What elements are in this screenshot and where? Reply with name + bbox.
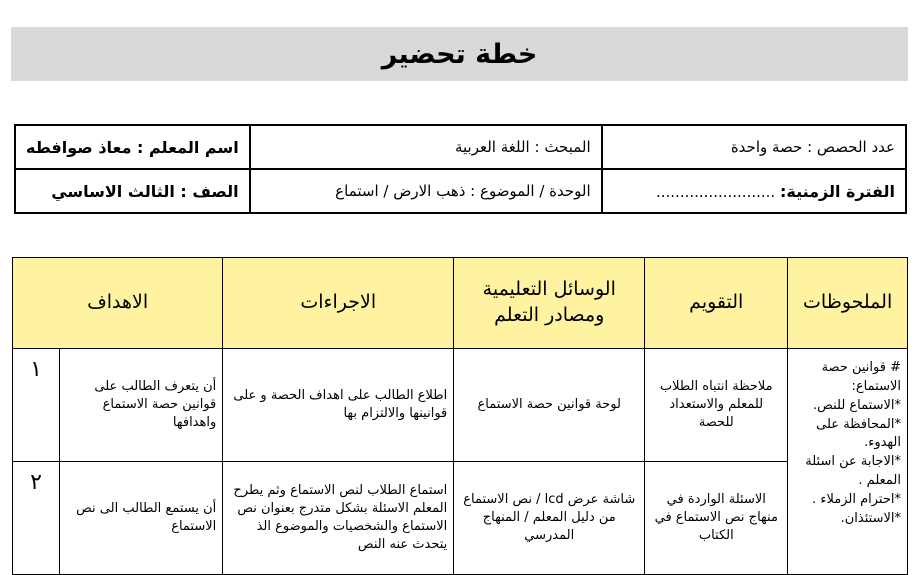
timeframe-label: الفترة الزمنية: [779,181,895,201]
objective-cell: أن يستمع الطالب الى نص الاستماع [60,462,223,575]
header-assessment: التقويم [645,258,788,349]
notes-line: *الاجابة عن اسئلة المعلم . [805,454,901,489]
unit-label: الوحدة / الموضوع : ذهب الارض / استماع [335,182,591,200]
info-table [14,124,907,214]
plan-table [12,257,908,575]
procedure-cell: اطلاع الطالب على اهداف الحصة و على قوانينها والالتزام بها [223,349,454,462]
row-number: ١ [13,349,60,462]
teacher-cell [15,125,250,169]
header-resources: الوسائل التعليمية ومصادر التعلم [454,258,645,349]
subject-label: المبحث : اللغة العربية [454,138,591,156]
table-row [13,349,908,462]
objective-cell: أن يتعرف الطالب على قوانين حصة الاستماع واهدافها [60,349,223,462]
notes-cell [788,349,908,575]
notes-line: *المحافظة على الهدوء. [816,416,901,451]
title-bar [11,27,908,81]
periods-cell [602,125,906,169]
notes-line: *احترام الزملاء . [812,491,901,507]
table-row [13,462,908,575]
notes-line: *الاستئذان. [840,510,901,526]
subject-cell [250,125,602,169]
notes-line: # قوانين حصة الاستماع: [821,360,901,394]
page-title: خطة تحضير [381,38,538,70]
header-procedures: الاجراءات [223,258,454,349]
unit-cell [250,169,602,213]
header-objectives: الاهداف [13,258,223,349]
timeframe-value: ......................... [655,182,776,201]
grade-cell [15,169,250,213]
plan-header-row [13,258,908,349]
periods-label: عدد الحصص : حصة واحدة [730,138,895,156]
procedure-cell: استماع الطلاب لنص الاستماع وثم يطرح المعلم الاسئلة بشكل متدرج بعنوان نص الاستماع والشخصيات والموضوع الذ يتحدث عنه النص [223,462,454,575]
assessment-cell: الاسئلة الواردة في منهاج نص الاستماع في الكتاب [645,462,788,575]
teacher-label: اسم المعلم : معاذ صوافطه [26,137,239,157]
assessment-cell: ملاحظة انتباه الطلاب للمعلم والاستعداد للحصة [645,349,788,462]
header-notes: الملحوظات [788,258,908,349]
grade-label: الصف : الثالث الاساسي [51,181,239,201]
row-number: ٢ [13,462,60,575]
resource-cell: لوحة قوانين حصة الاستماع [454,349,645,462]
resource-cell: شاشة عرض lcd / نص الاستماع من دليل المعلم / المنهاج المدرسي [454,462,645,575]
notes-line: *الاستماع للنص. [813,397,901,413]
timeframe-cell [602,169,906,213]
